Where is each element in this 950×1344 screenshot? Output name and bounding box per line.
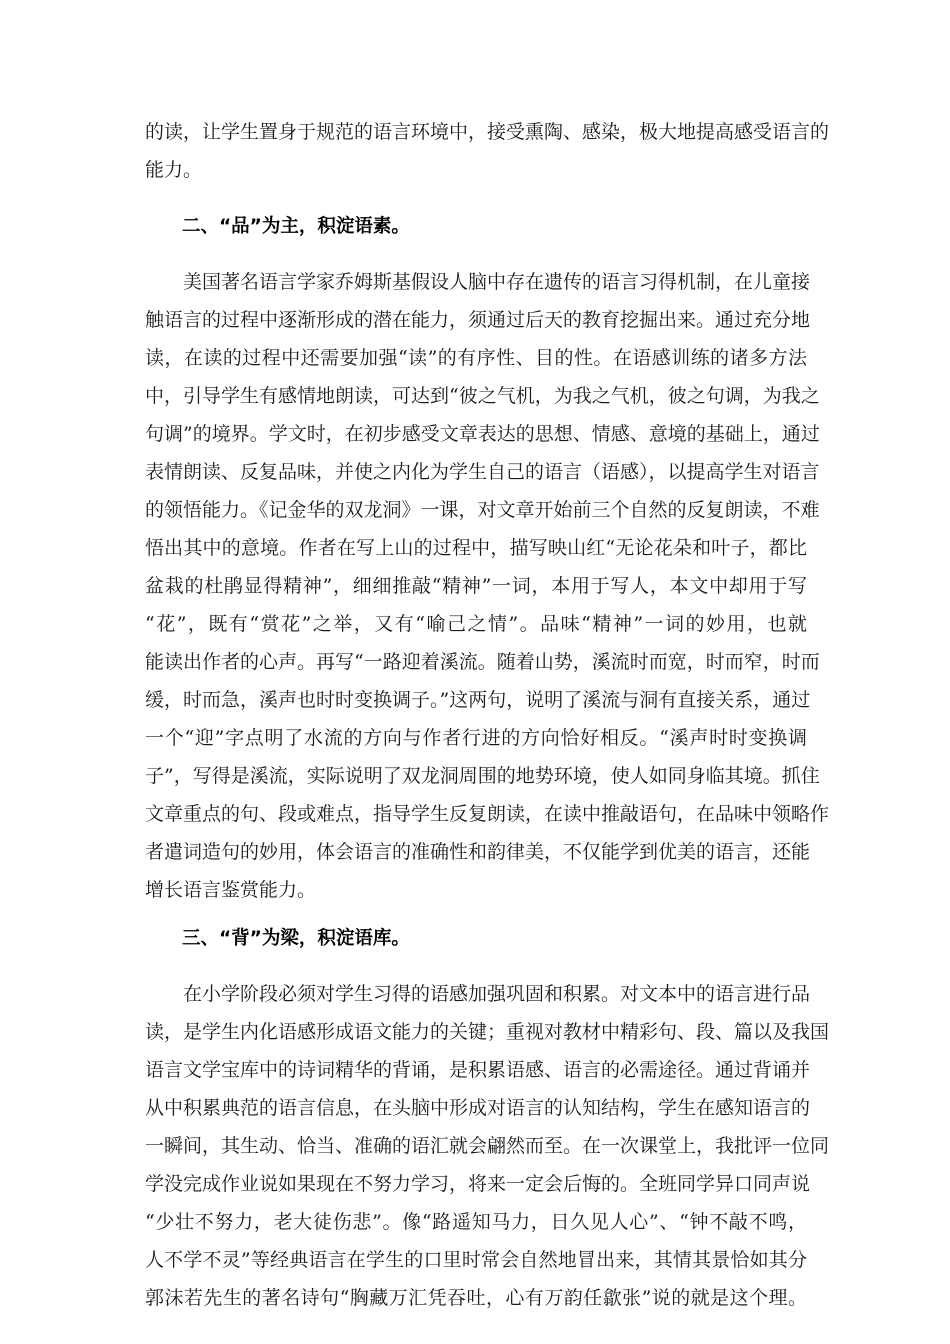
paragraph-section-2 xyxy=(145,263,830,909)
paragraph-line: 从中积累典范的语言信息，在头脑中形成对语言的认知结构，学生在感知语言的 xyxy=(145,1097,811,1119)
paragraph-line: 子”，写得是溪流，实际说明了双龙洞周围的地势环境，使人如同身临其境。抓住 xyxy=(145,765,820,787)
paragraph-line: 在小学阶段必须对学生习得的语感加强巩固和积累。对文本中的语言进行品 xyxy=(145,983,811,1005)
section-heading-2: 二、“品”为主，积淀语素。 xyxy=(182,216,410,237)
paragraph-line: 中，引导学生有感情地朗读，可达到“彼之气机，为我之气机，彼之句调，为我之 xyxy=(145,385,820,407)
paragraph-line: 读，是学生内化语感形成语文能力的关键；重视对教材中精彩句、段、篇以及我国 xyxy=(145,1021,830,1043)
paragraph-line: 郭沫若先生的著名诗句“胸藏万汇凭吞吐，心有万韵任歙张”说的就是这个理。 xyxy=(145,1287,807,1309)
paragraph-line: 的领悟能力。《记金华的双龙洞》一课，对文章开始前三个自然的反复朗读，不难 xyxy=(145,499,820,521)
paragraph-line: 能力。 xyxy=(145,159,203,181)
paragraph-line: 一个“迎”字点明了水流的方向与作者行进的方向恰好相反。“溪声时时变换调 xyxy=(145,727,807,749)
paragraph-intro xyxy=(145,113,830,189)
paragraph-line: 读，在读的过程中还需要加强“读”的有序性、目的性。在语感训练的诸多方法 xyxy=(145,347,807,369)
paragraph-line: 触语言的过程中逐渐形成的潜在能力，须通过后天的教育挖掘出来。通过充分地 xyxy=(145,309,811,331)
paragraph-line: 悟出其中的意境。作者在写上山的过程中，描写映山红“无论花朵和叶子，都比 xyxy=(145,537,807,559)
paragraph-line: 一瞬间，其生动、恰当、准确的语汇就会翩然而至。在一次课堂上，我批评一位同 xyxy=(145,1135,830,1157)
paragraph-line: 的读，让学生置身于规范的语言环境中，接受熏陶、感染，极大地提高感受语言的 xyxy=(145,121,830,143)
paragraph-line: 语言文学宝库中的诗词精华的背诵，是积累语感、语言的必需途径。通过背诵并 xyxy=(145,1059,811,1081)
paragraph-line: 句调”的境界。学文时，在初步感受文章表达的思想、情感、意境的基础上，通过 xyxy=(145,423,820,445)
paragraph-line: 学没完成作业说如果现在不努力学习，将来一定会后悔的。全班同学异口同声说 xyxy=(145,1173,811,1195)
paragraph-line: 能读出作者的心声。再写“一路迎着溪流。随着山势，溪流时而宽，时而窄，时而 xyxy=(145,651,820,673)
paragraph-line: 美国著名语言学家乔姆斯基假设人脑中存在遗传的语言习得机制，在儿童接 xyxy=(145,271,811,293)
paragraph-line: 表情朗读、反复品味，并使之内化为学生自己的语言（语感），以提高学生对语言 xyxy=(145,461,820,483)
paragraph-line: 人不学不灵”等经典语言在学生的口里时常会自然地冒出来，其情其景恰如其分 xyxy=(145,1249,807,1271)
paragraph-line: 者遣词造句的妙用，体会语言的准确性和韵律美，不仅能学到优美的语言，还能 xyxy=(145,841,811,863)
section-heading-3: 三、“背”为梁，积淀语库。 xyxy=(182,928,410,949)
paragraph-line: 文章重点的句、段或难点，指导学生反复朗读，在读中推敲语句，在品味中领略作 xyxy=(145,803,830,825)
paragraph-section-3 xyxy=(145,975,830,1317)
paragraph-line: 增长语言鉴赏能力。 xyxy=(145,879,317,901)
paragraph-line: “花”，既有“赏花”之举，又有“喻己之情”。品味“精神”一词的妙用，也就 xyxy=(145,613,807,635)
paragraph-line: 缓，时而急，溪声也时时变换调子。”这两句，说明了溪流与洞有直接关系，通过 xyxy=(145,689,811,711)
paragraph-line: “少壮不努力，老大徒伤悲”。像“路遥知马力，日久见人心”、“钟不敲不鸣， xyxy=(145,1211,807,1233)
paragraph-line: 盆栽的杜鹃显得精神”，细细推敲“精神”一词，本用于写人，本文中却用于写 xyxy=(145,575,807,597)
